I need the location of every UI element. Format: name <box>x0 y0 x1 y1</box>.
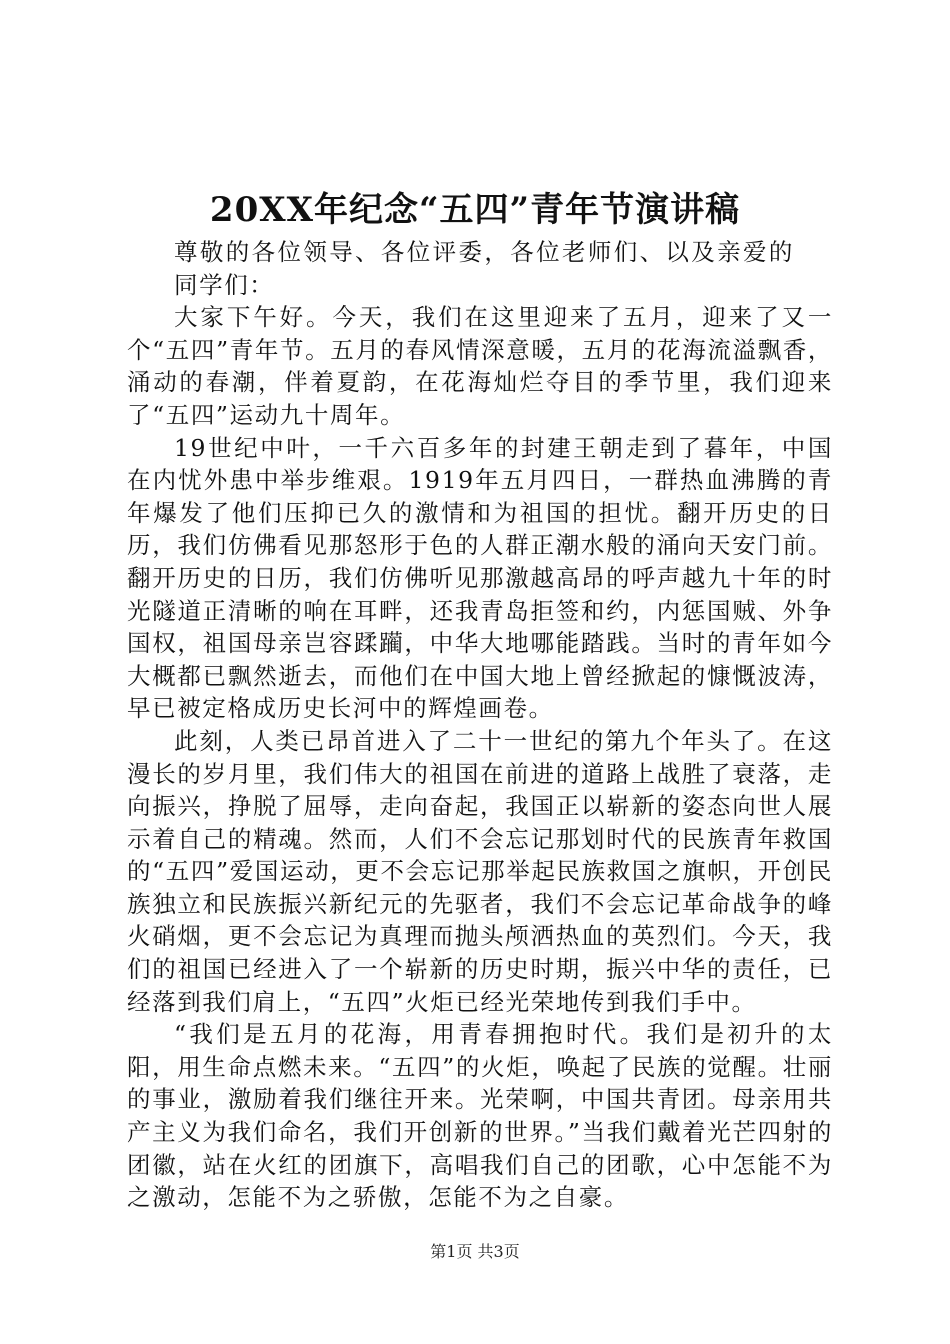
document-body <box>127 236 833 1214</box>
page-number-footer: 第1页 共3页 <box>430 1242 520 1261</box>
greeting-line: 尊敬的各位领导、各位评委，各位老师们、以及亲爱的同学们： <box>174 238 794 299</box>
paragraph: 此刻，人类已昂首进入了二十一世纪的第九个年头了。在这漫长的岁月里，我们伟大的祖国在前进的道路上战胜了衰落，走向振兴，挣脱了屈辱，走向奋起，我国正以崭新的姿态向世人展示着自己的精魂。然而，人们不会忘记那划时代的民族青年救国的“五四”爱国运动，更不会忘记那举起民族救国之旗帜，开创民族独立和民族振兴新纪元的先驱者，我们不会忘记革命战争的峰火硝烟，更不会忘记为真理而抛头颅洒热血的英烈们。今天，我们的祖国已经进入了一个崭新的历史时期，振兴中华的责任，已经落到我们肩上，“五四”火炬已经光荣地传到我们手中。 <box>127 726 833 1016</box>
paragraph: “我们是五月的花海，用青春拥抱时代。我们是初升的太阳，用生命点燃未来。“五四”的火炬，唤起了民族的觉醒。壮丽的事业，激励着我们继往开来。光荣啊，中国共青团。母亲用共产主义为我们命名，我们开创新的世界。”当我们戴着光芒四射的团徽，站在火红的团旗下，高唱我们自己的团歌，心中怎能不为之激动，怎能不为之骄傲，怎能不为之自豪。 <box>127 1020 833 1212</box>
paragraph: 大家下午好。今天，我们在这里迎来了五月，迎来了又一个“五四”青年节。五月的春风情深意暖，五月的花海流溢飘香，涌动的春潮，伴着夏韵，在花海灿烂夺目的季节里，我们迎来了“五四”运动九十周年。 <box>127 303 833 429</box>
paragraph: 19世纪中叶，一千六百多年的封建王朝走到了暮年，中国在内忧外患中举步维艰。1919年五月四日，一群热血沸腾的青年爆发了他们压抑已久的激情和为祖国的担忧。翻开历史的日历，我们仿佛看见那怒形于色的人群正潮水般的涌向天安门前。翻开历史的日历，我们仿佛听见那激越高昂的呼声越九十年的时光隧道正清晰的响在耳畔，还我青岛拒签和约，内惩国贼、外争国权，祖国母亲岂容蹂躏，中华大地哪能踏践。当时的青年如今大概都已飘然逝去，而他们在中国大地上曾经掀起的慷慨波涛，早已被定格成历史长河中的辉煌画卷。 <box>127 433 833 723</box>
document-title: 20XX年纪念“五四”青年节演讲稿 <box>209 190 741 230</box>
